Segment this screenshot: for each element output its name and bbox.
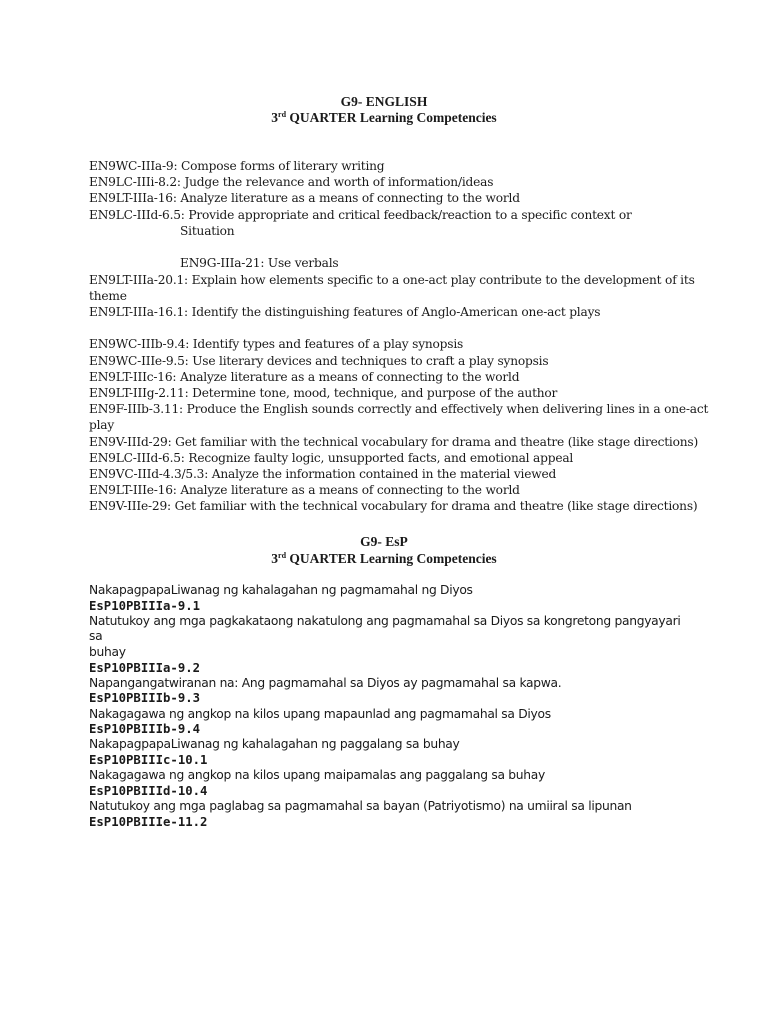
esp-description: Nakagagawa ng angkop na kilos upang maipamalas ang paggalang sa buhay <box>89 768 545 783</box>
esp-subtitle-ordinal: 3 <box>271 551 279 566</box>
esp-code: EsP10PBIIIb-9.4 <box>89 722 201 737</box>
competency-continuation: theme <box>89 288 127 303</box>
english-subtitle <box>0 110 768 126</box>
competency-line: EN9LC-IIIi-8.2: Judge the relevance and worth of information/ideas <box>89 175 494 190</box>
esp-subtitle-rest: QUARTER Learning Competencies <box>286 551 497 566</box>
esp-description: NakapagpapaLiwanag ng kahalagahan ng paggalang sa buhay <box>89 737 460 752</box>
esp-title: G9- EsP <box>360 534 408 549</box>
competency-line: EN9LT-IIIe-16: Analyze literature as a means of connecting to the world <box>89 483 520 498</box>
esp-code: EsP10PBIIIa-9.2 <box>89 660 201 675</box>
competency-continuation: Situation <box>180 223 235 238</box>
spacer <box>89 320 689 336</box>
competency-line: EN9VC-IIId-4.3/5.3: Analyze the information contained in the material viewed <box>89 467 557 482</box>
esp-code: EsP10PBIIIa-9.1 <box>89 598 201 613</box>
competency-line: EN9LC-IIId-6.5: Recognize faulty logic, unsupported facts, and emotional appeal <box>89 450 574 465</box>
esp-description: Natutukoy ang mga pagkakataong nakatulong ang pagmamahal sa Diyos sa kongretong pangyayari sa <box>89 613 681 644</box>
competency-line: EN9WC-IIIa-9: Compose forms of literary writing <box>89 159 385 173</box>
english-competency-list <box>89 158 709 515</box>
esp-subtitle-sup: rd <box>278 551 287 560</box>
competency-line: EN9LT-IIIa-16: Analyze literature as a means of connecting to the world <box>89 191 520 206</box>
competency-line: EN9LT-IIIc-16: Analyze literature as a means of connecting to the world <box>89 369 520 384</box>
english-subtitle-sup: rd <box>278 110 287 119</box>
esp-code: EsP10PBIIIc-10.1 <box>89 752 208 767</box>
esp-description: Napangangatwiranan na: Ang pagmamahal sa Diyos ay pagmamahal sa kapwa. <box>89 675 562 690</box>
english-title: G9- ENGLISH <box>340 94 428 109</box>
competency-line: EN9WC-IIIe-9.5: Use literary devices and techniques to craft a play synopsis <box>89 353 549 368</box>
esp-code: EsP10PBIIId-10.4 <box>89 783 208 798</box>
esp-competency-list <box>89 583 689 830</box>
competency-line: EN9V-IIIe-29: Get familiar with the technical vocabulary for drama and theatre (like stage directions) <box>89 499 698 514</box>
esp-code: EsP10PBIIIb-9.3 <box>89 691 201 706</box>
spacer <box>89 239 689 255</box>
competency-line: EN9LT-IIIa-20.1: Explain how elements specific to a one-act play contribute to the development of its <box>89 272 695 287</box>
esp-subtitle <box>0 551 768 567</box>
competency-line: EN9LT-IIIg-2.11: Determine tone, mood, technique, and purpose of the author <box>89 386 558 401</box>
english-subtitle-ordinal: 3 <box>271 110 279 125</box>
competency-line: EN9LC-IIId-6.5: Provide appropriate and critical feedback/reaction to a specific context or <box>89 207 632 222</box>
competency-line: EN9WC-IIIb-9.4: Identify types and features of a play synopsis <box>89 337 464 352</box>
competency-line: EN9F-IIIb-3.11: Produce the English sounds correctly and effectively when delivering lines in a one-act <box>89 402 709 417</box>
competency-line: EN9V-IIId-29: Get familiar with the technical vocabulary for drama and theatre (like stage directions) <box>89 434 699 449</box>
competency-continuation: play <box>89 418 115 433</box>
esp-description-continuation: buhay <box>89 644 126 659</box>
esp-description: Nakagagawa ng angkop na kilos upang mapaunlad ang pagmamahal sa Diyos <box>89 706 551 721</box>
esp-description: Natutukoy ang mga paglabag sa pagmamahal sa bayan (Patriyotismo) na umiiral sa lipunan <box>89 798 632 813</box>
competency-line: EN9G-IIIa-21: Use verbals <box>180 256 339 271</box>
english-subtitle-rest: QUARTER Learning Competencies <box>286 110 497 125</box>
esp-code: EsP10PBIIIe-11.2 <box>89 814 208 829</box>
esp-description: NakapagpapaLiwanag ng kahalagahan ng pagmamahal ng Diyos <box>89 583 473 597</box>
competency-line: EN9LT-IIIa-16.1: Identify the distinguishing features of Anglo-American one-act plays <box>89 304 601 319</box>
